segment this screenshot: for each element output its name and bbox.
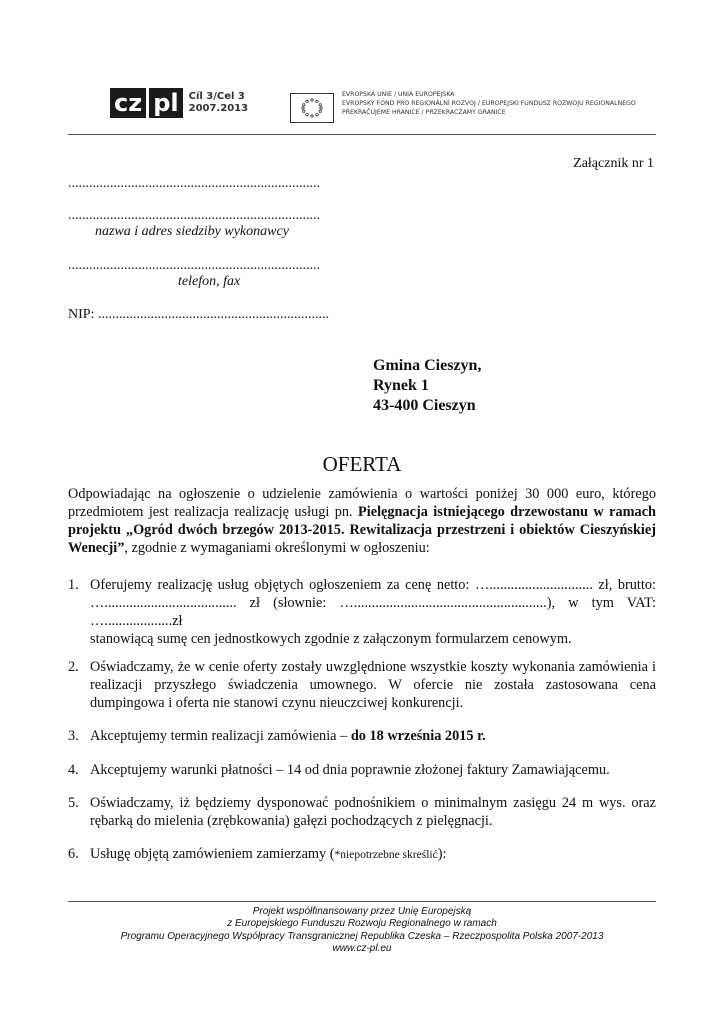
intro-paragraph: Odpowiadając na ogłoszenie o udzielenie zamówienia o wartości poniżej 30 000 euro, którego przedmiotem jest realizacja realizację usługi pn. Pielęgnacja istniejącego drzewostanu w ramach projektu „Ogród dwóch brzegów 2013-2015. Rewitalizacja przestrzeni i obiektów Cieszyńskiej Wenecji”, zgodnie z wymaganiami określonymi w ogłoszeniu: (68, 486, 656, 556)
footer-divider (68, 901, 656, 902)
list-item: 6. Usługę objętą zamówieniem zamierzamy (*niepotrzebne skreślić): (68, 846, 447, 862)
eu-funding-text: EVROPSKÁ UNIE / UNIA EUROPEJSKA EVROPSKÝ FOND PRO REGIONÁLNÍ ROZVOJ / EUROPEJSKI FUNDUSZ ROZWOJU REGIONALNEGO PŘEKRAČUJEME HRANICE / PRZEKRACZAMY GRANICE (342, 91, 636, 116)
document-footer: Projekt współfinansowany przez Unię Europejską z Europejskiego Funduszu Rozwoju Regionalnego w ramach Programu Operacyjnego Współpracy Transgranicznej Republika Czeska – Rzeczpospolita Polska 2007-2013 www.cz-pl.eu (120, 906, 604, 954)
caption-contractor-name: nazwa i adres siedziby wykonawcy (95, 224, 289, 239)
nip-field: NIP: .................................................................. (68, 307, 329, 322)
list-item: 2. Oświadczamy, że w cenie oferty zostały uwzględnione wszystkie koszty wykonania zamówienia i realizacji przyszłego świadczenia umownego. W ofercie nie została zastosowana cena dumpingowa i oferta nie stanowi czynu nieuczciwej konkurencji. (68, 659, 656, 711)
attachment-label: Załącznik nr 1 (573, 156, 654, 171)
logo-cz-text: cz (110, 88, 146, 118)
list-item: 3. Akceptujemy termin realizacji zamówienia – do 18 września 2015 r. (68, 728, 486, 744)
list-item: 5. Oświadczamy, iż będziemy dysponować podnośnikiem o minimalnym zasięgu 24 m wys. oraz rębarką do mielenia (zrębkowania) gałęzi pochodzących z pielęgnacji. (68, 795, 656, 829)
header-divider (68, 134, 656, 135)
eu-flag-icon (290, 93, 334, 123)
fill-line-3: ........................................................................ (68, 258, 320, 273)
caption-phone-fax: telefon, fax (178, 274, 241, 289)
logo-program-text: Cíl 3/Cel 3 2007.2013 (188, 91, 249, 114)
document-header (100, 80, 660, 132)
logo-pl-text: pl (149, 88, 182, 118)
fill-line-1: ........................................................................ (68, 176, 320, 191)
list-item: 1. Oferujemy realizację usług objętych ogłoszeniem za cenę netto: …............................. zł, brutto: …..................................... zł (słownie: …......................................................), w tym VAT: …...................zł stanowiącą sumę cen jednostkowych zgodnie z załączonym formularzem cenowym. (68, 577, 656, 647)
list-item: 4. Akceptujemy warunki płatności – 14 od dnia poprawnie złożonej faktury Zamawiającemu. (68, 762, 610, 778)
recipient-address: Gmina Cieszyn, Rynek 1 43-400 Cieszyn (373, 357, 482, 414)
document-title: OFERTA (322, 452, 402, 476)
fill-line-2: ........................................................................ (68, 208, 320, 223)
cz-pl-logo (110, 88, 248, 118)
